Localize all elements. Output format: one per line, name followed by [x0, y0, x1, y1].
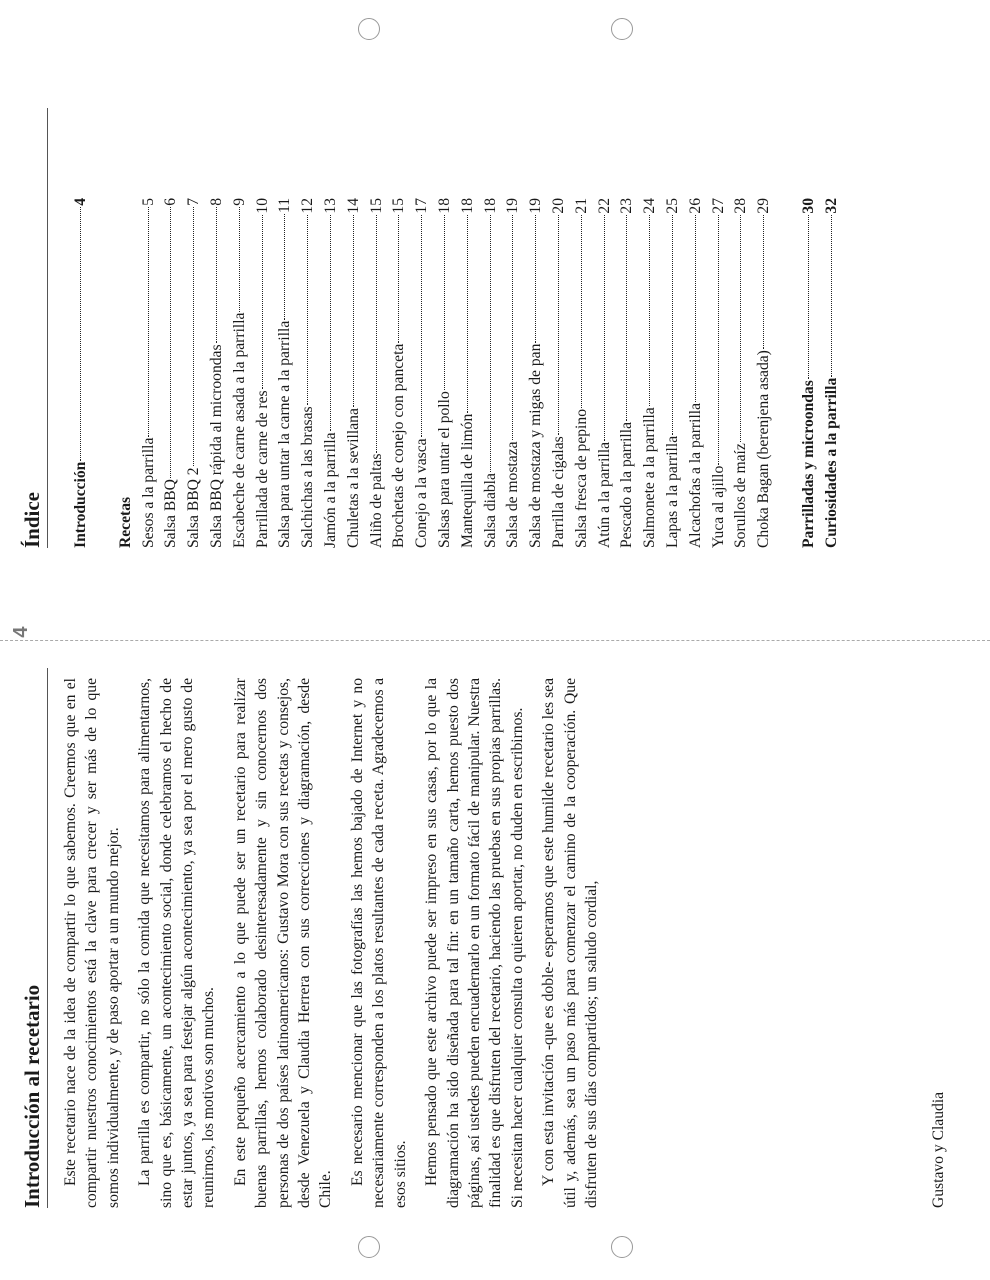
page-number: 4: [10, 626, 32, 638]
toc-leader: [262, 215, 263, 390]
toc-page: 17: [413, 198, 431, 214]
toc-leader: [649, 215, 650, 407]
toc-entry[interactable]: [274, 198, 297, 548]
toc-leader: [581, 215, 582, 408]
toc-leader: [535, 215, 536, 343]
toc-label: Salsa BBQ: [162, 479, 180, 548]
toc-entry[interactable]: [229, 198, 252, 548]
toc-entry[interactable]: [594, 198, 617, 548]
toc-entry[interactable]: [434, 198, 457, 548]
toc-page: 15: [367, 198, 385, 214]
toc-label: Salsa BBQ 2: [185, 467, 203, 548]
toc-label: Introducción: [72, 461, 89, 548]
intro-paragraph: En este pequeño acercamiento a lo que puede ser un recetario para realizar buenas parrillas, hemos colaborado desinteresadamente y sin conocernos dos personas de dos países latinoamericanos: Gustavo Mora con sus recetas y consejos, desde Venezuela y Claudia Herrera con sus correcciones y diagramación, desde Chile.: [231, 678, 335, 1208]
toc-leader: [330, 215, 331, 432]
extra-list: [798, 198, 844, 548]
toc-entry[interactable]: [138, 198, 161, 548]
intro-signature: Gustavo y Claudia: [930, 1091, 947, 1208]
toc-page: 22: [595, 198, 613, 214]
toc-leader: [421, 215, 422, 438]
toc-page: 28: [732, 198, 750, 214]
toc-label: Parrilladas y microondas: [799, 380, 817, 548]
toc-leader: [604, 215, 605, 441]
toc-leader: [831, 215, 832, 377]
toc-entry[interactable]: [252, 198, 275, 548]
toc-leader: [626, 215, 627, 421]
toc-page: 30: [799, 198, 817, 214]
toc-label: Atún a la parrilla: [595, 441, 613, 548]
toc-label: Conejo a la vasca: [413, 438, 431, 548]
toc-entry[interactable]: [502, 198, 525, 548]
toc-page: 20: [549, 198, 567, 214]
intro-paragraph: Hemos pensado que este archivo puede ser impreso en sus casas, por lo que la diagramación ha sido diseñada para tal fin: en un tamaño carta, hemos puesto dos páginas, así ustedes pueden encuadernarlo en un formato fácil de manipular. Nuestra finalidad es que disfruten del recetario, haciendo las pruebas en sus propias parrillas. Si necesitan hacer cualquier consulta o quieren aportar, no duden en escribirnos.: [423, 678, 526, 1208]
toc-leader: [558, 215, 559, 436]
toc-leader: [808, 215, 809, 380]
toc-leader: [512, 215, 513, 441]
punch-hole: [358, 1236, 380, 1258]
index-title: Índice: [20, 108, 48, 548]
toc-leader: [763, 215, 764, 350]
toc-entry[interactable]: [297, 198, 320, 548]
toc-page: 21: [572, 198, 590, 214]
toc-leader: [193, 207, 194, 467]
fold-line: [0, 640, 990, 641]
toc-label: Salmonete a la parrilla: [641, 407, 659, 548]
toc-entry-introduccion[interactable]: [70, 198, 93, 548]
toc-label: Sorullos de maíz: [732, 443, 750, 548]
toc-page: 15: [390, 198, 408, 214]
toc-label: Aliño de paltas: [367, 453, 385, 548]
toc-page: 9: [230, 198, 248, 206]
toc-label: Lapas a la parrilla: [663, 435, 681, 548]
toc-label: Jamón a la parrilla: [321, 432, 339, 548]
toc-page: 25: [663, 198, 681, 214]
toc-label: Salsa de mostaza: [504, 441, 522, 548]
toc-page: 10: [253, 198, 271, 214]
toc-leader: [740, 215, 741, 443]
toc-leader: [284, 214, 285, 320]
intro-title: Introducción al recetario: [20, 668, 48, 1208]
toc-label: Salsa para untar la carne a la parrilla: [276, 320, 294, 548]
toc-label: Sesos a la parrilla: [139, 437, 157, 548]
toc-entry[interactable]: [753, 198, 776, 548]
toc-entry[interactable]: [183, 198, 206, 548]
toc-leader: [353, 215, 354, 408]
toc-page: 6: [162, 198, 180, 206]
toc-label: Escabeche de carne asada a la parrilla: [230, 312, 248, 548]
toc-leader: [216, 207, 217, 344]
toc-page: 14: [344, 198, 362, 214]
toc-page: 12: [299, 198, 317, 214]
toc-page: 19: [504, 198, 522, 214]
toc-label: Salsa BBQ rápida al microondas: [207, 344, 225, 548]
toc-label: Salsa de mostaza y migas de pan: [527, 343, 545, 548]
toc-entry[interactable]: [639, 198, 662, 548]
toc-leader: [672, 215, 673, 435]
toc-leader: [467, 215, 468, 413]
toc-page: 7: [185, 198, 203, 206]
toc-entry[interactable]: [730, 198, 753, 548]
toc-label: Choka Bagan (berenjena asada): [755, 350, 773, 548]
toc-page: 23: [618, 198, 636, 214]
toc-entry[interactable]: [798, 198, 821, 548]
toc-leader: [239, 207, 240, 312]
toc-leader: [148, 207, 149, 437]
toc-entry[interactable]: [366, 198, 389, 548]
index-list: [70, 198, 844, 548]
toc-entry[interactable]: [480, 198, 503, 548]
toc-label: Chuletas a la sevillana: [344, 408, 362, 548]
toc-page: 4: [72, 198, 89, 206]
toc-label: Pescado a la parrilla: [618, 422, 636, 548]
toc-page: 18: [435, 198, 453, 214]
intro-page: [0, 640, 990, 1280]
intro-body: [60, 678, 612, 1208]
toc-entry[interactable]: [206, 198, 229, 548]
toc-label: Salsa diabla: [481, 473, 499, 548]
toc-entry[interactable]: [343, 198, 366, 548]
toc-label: Parrillada de carne de res: [253, 390, 271, 548]
intro-paragraph: Es necesario mencionar que las fotografías las hemos bajado de Internet y no necesariamente corresponden a los platos resultantes de cada receta. Agradecemos a esos sitios.: [348, 678, 409, 1208]
toc-label: Curiosidades a la parrilla: [822, 377, 840, 548]
toc-entry[interactable]: [388, 198, 411, 548]
toc-entry[interactable]: [685, 198, 708, 548]
toc-entry[interactable]: [662, 198, 685, 548]
toc-page: 29: [755, 198, 773, 214]
toc-entry[interactable]: [320, 198, 343, 548]
toc-leader: [170, 207, 171, 478]
toc-page: 8: [207, 198, 225, 206]
toc-entry[interactable]: [548, 198, 571, 548]
toc-leader: [490, 215, 491, 472]
toc-entry[interactable]: [616, 198, 639, 548]
toc-label: Brochetas de conejo con panceta: [390, 343, 408, 548]
toc-page: 5: [139, 198, 157, 206]
toc-entry[interactable]: [525, 198, 548, 548]
punch-hole: [611, 1236, 633, 1258]
toc-page: 18: [481, 198, 499, 214]
toc-label: Salchichas a las brasas: [299, 406, 317, 548]
recipe-list: [138, 198, 776, 548]
toc-label: Alcachofas a la parrilla: [686, 402, 704, 548]
toc-page: 19: [527, 198, 545, 214]
toc-leader: [376, 215, 377, 453]
toc-entry[interactable]: [821, 198, 844, 548]
toc-gap: [776, 198, 798, 548]
toc-leader: [80, 207, 81, 461]
toc-leader: [718, 215, 719, 465]
intro-paragraph: Y con esta invitación -que es doble- esperamos que este humilde recetario les sea útil y, además, sea un paso más para comenzar el camino de la cooperación. Que disfruten de sus días compartidos; un saludo cordial,: [540, 678, 600, 1208]
toc-page: 32: [822, 198, 840, 214]
punch-hole: [611, 18, 633, 40]
toc-page: 27: [709, 198, 727, 214]
toc-entry[interactable]: [708, 198, 731, 548]
toc-page: 18: [458, 198, 476, 214]
toc-page: 11: [276, 198, 294, 214]
toc-label: Yuca al ajillo: [709, 465, 727, 548]
toc-label: Salsas para untar el pollo: [435, 391, 453, 548]
toc-page: 13: [321, 198, 339, 214]
punch-hole: [358, 18, 380, 40]
toc-entry[interactable]: [457, 198, 480, 548]
toc-entry[interactable]: [411, 198, 434, 548]
toc-entry[interactable]: [160, 198, 183, 548]
toc-page: 26: [686, 198, 704, 214]
toc-heading-recetas: Recetas: [116, 496, 134, 548]
toc-leader: [444, 215, 445, 391]
toc-leader: [398, 215, 399, 343]
toc-leader: [307, 215, 308, 406]
toc-label: Parrilla de cigalas: [549, 436, 567, 548]
toc-page: 24: [641, 198, 659, 214]
toc-leader: [695, 215, 696, 402]
toc-label: Mantequilla de limón: [458, 413, 476, 548]
toc-entry[interactable]: [571, 198, 594, 548]
toc-label: Salsa fresca de pepino: [572, 409, 590, 548]
intro-paragraph: La parrilla es compartir, no sólo la comida que necesitamos para alimentarnos, sino que es, básicamente, un acontecimiento social, donde celebramos el hecho de estar juntos, ya sea para festejar algún acontecimiento, ya sea por el mero gusto de reunirnos, los motivos son muchos.: [136, 678, 218, 1208]
intro-paragraph: Este recetario nace de la idea de compartir lo que sabemos. Creemos que en el compartir nuestros conocimientos está la clave para crecer y ser más de lo que somos individualmente, y de paso aportar a un mundo mejor.: [62, 678, 122, 1208]
